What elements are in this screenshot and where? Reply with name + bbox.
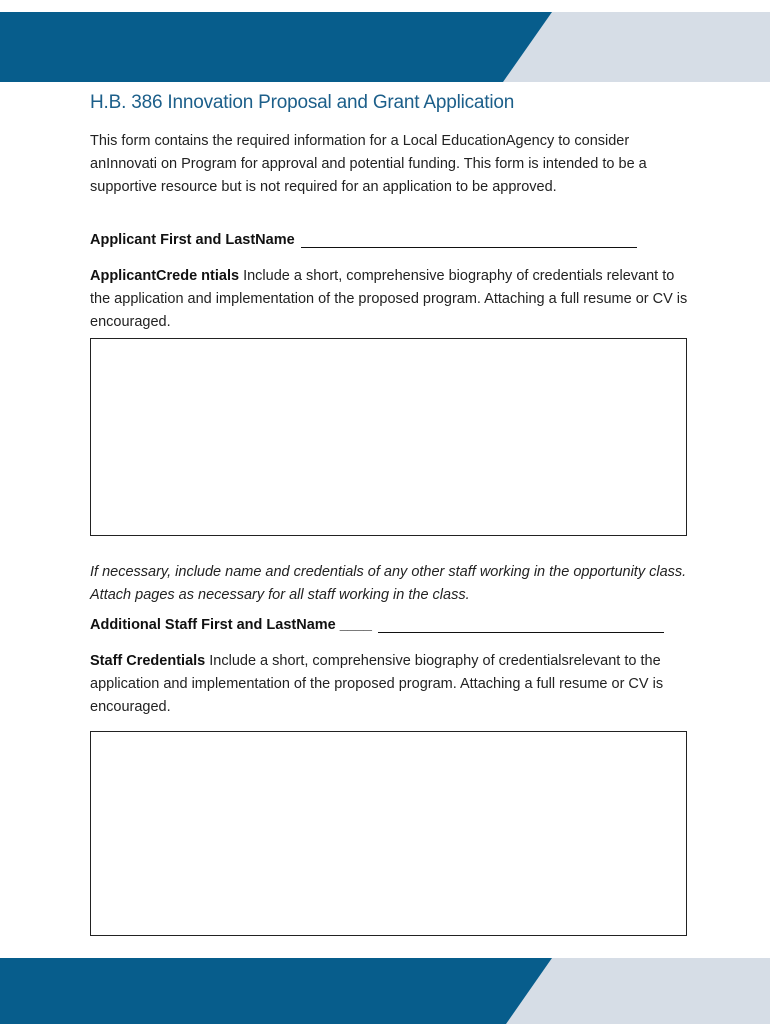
intro-paragraph: This form contains the required information for a Local EducationAgency to consider anInnovati on Program for approval and potential funding. This form is intended to be a supportive resource but is not required for an application to be approved. [90, 133, 647, 195]
applicant-name-field [90, 232, 690, 248]
applicant-credentials-instructions [90, 265, 690, 334]
header-banner-graphic [0, 12, 770, 82]
staff-credentials-instructions [90, 650, 690, 719]
staff-name-input-line[interactable] [378, 618, 664, 633]
staff-name-label: Additional Staff First and LastName [90, 617, 336, 633]
staff-name-prefix: ____ [339, 617, 372, 633]
footer-banner [0, 958, 770, 1024]
applicant-credentials-textbox[interactable] [90, 338, 687, 536]
applicant-credentials-text: Include a short, comprehensive biography of credentials relevant to the application and implementation of the proposed program. Attaching a full resume or CV is encouraged. [90, 268, 688, 330]
applicant-name-label: Applicant First and LastName [90, 232, 295, 248]
staff-note [90, 561, 690, 607]
staff-credentials-textbox[interactable] [90, 731, 687, 936]
form-header [90, 92, 690, 199]
staff-note-text: If necessary, include name and credentials of any other staff working in the opportunity class. Attach pages as necessary for all staff working in the class. [90, 564, 687, 603]
staff-credentials-text: Include a short, comprehensive biography of credentialsrelevant to the application and implementation of the proposed program. Attaching a full resume or CV is encouraged. [90, 653, 664, 715]
staff-name-field [90, 617, 690, 633]
staff-credentials-label: Staff Credentials [90, 653, 206, 669]
header-banner [0, 12, 770, 82]
applicant-name-input-line[interactable] [301, 233, 637, 248]
applicant-credentials-label: ApplicantCrede ntials [90, 268, 240, 284]
page-title: H.B. 386 Innovation Proposal and Grant Application [90, 92, 515, 113]
footer-banner-graphic [0, 958, 770, 1024]
